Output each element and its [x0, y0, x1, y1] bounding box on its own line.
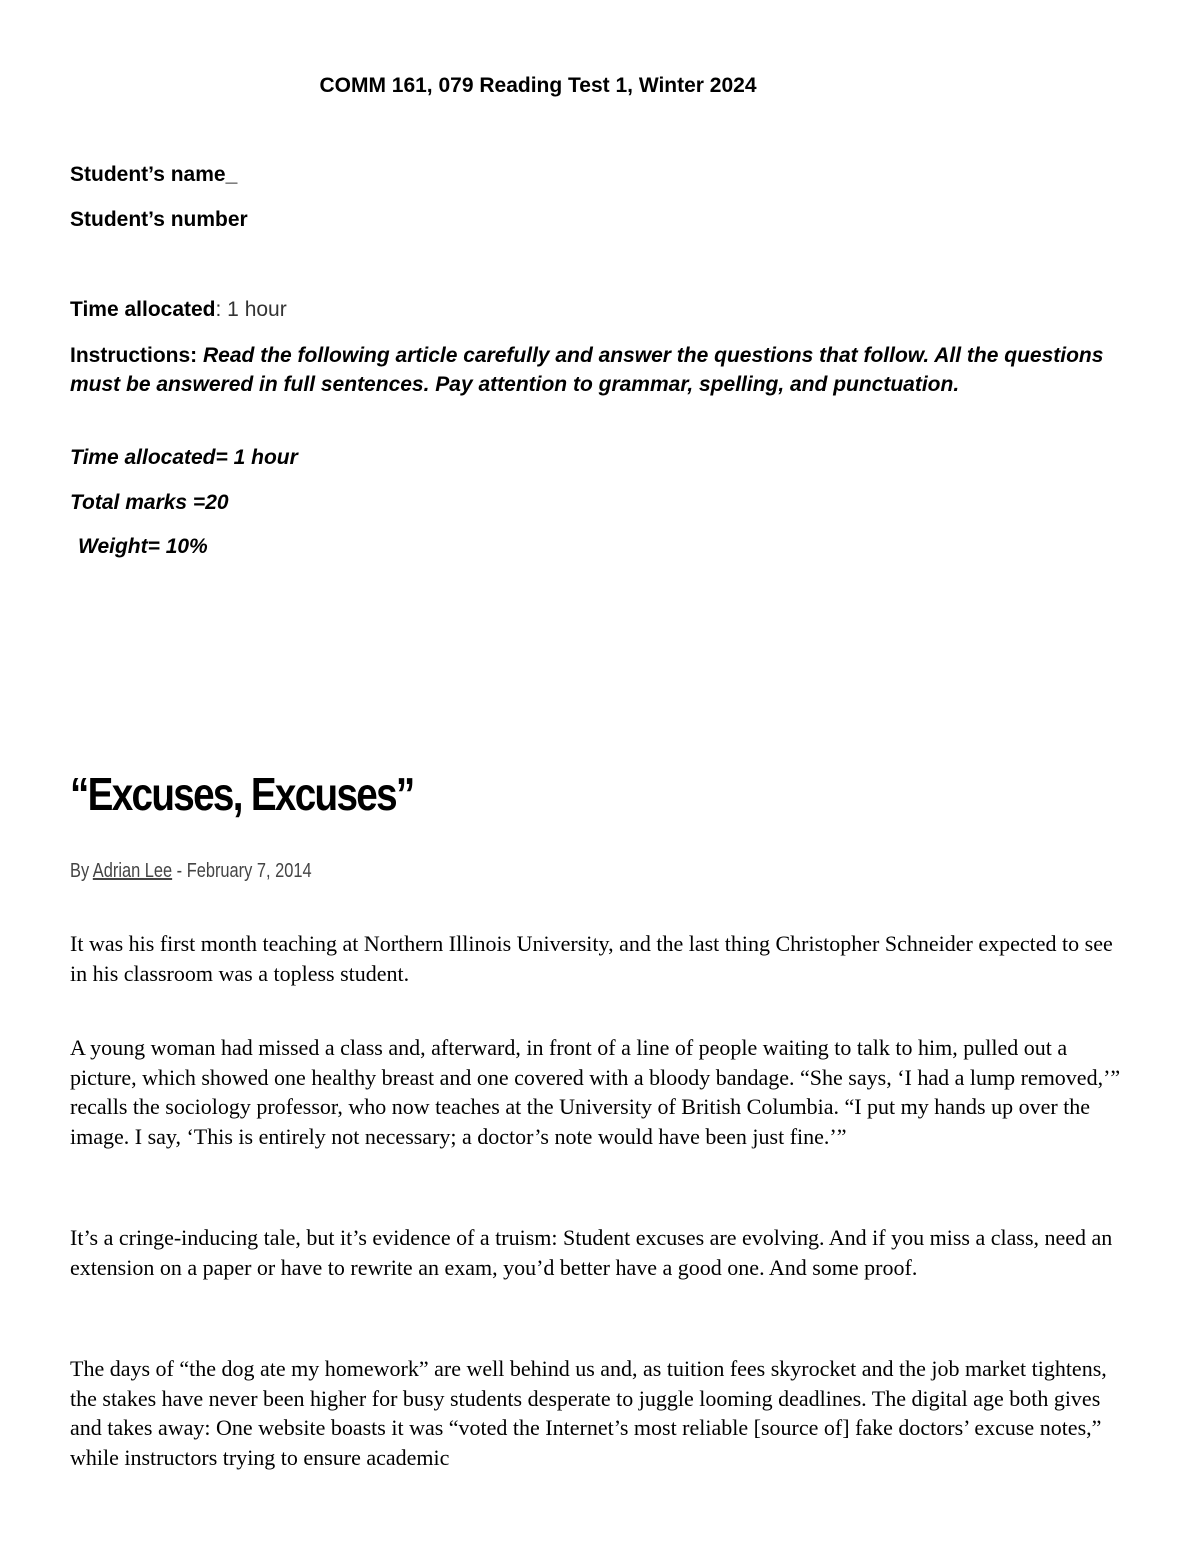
- instructions-text: Read the following article carefully and answer the questions that follow. All the questions must be answered in full sentences. Pay attention to grammar, spelling, and punctuation.: [70, 344, 1104, 396]
- byline-prefix: By: [70, 860, 93, 882]
- article-paragraph-2: A young woman had missed a class and, afterward, in front of a line of people waiting to talk to him, pulled out a picture, which showed one healthy breast and one covered with a bloody bandage. “She says, ‘I had a lump removed,’” recalls the sociology professor, who now teaches at the University of British Columbia. “I put my hands up over the image. I say, ‘This is entirely not necessary; a doctor’s note would have been just fine.’”: [70, 1035, 1121, 1149]
- article-paragraph-3: It’s a cringe-inducing tale, but it’s evidence of a truism: Student excuses are evolving. And if you miss a class, need an extension on a paper or have to rewrite an exam, you’d better have a good one. And some proof.: [70, 1225, 1113, 1280]
- article-date: February 7, 2014: [186, 860, 312, 882]
- time-allocated-note: Time allocated= 1 hour: [70, 446, 298, 469]
- author-link[interactable]: Adrian Lee: [92, 860, 173, 882]
- article-paragraph-4: The days of “the dog ate my homework” are well behind us and, as tuition fees skyrocket and the job market tightens, the stakes have never been higher for busy students desperate to juggle looming deadlines. The digital age both gives and takes away: One website boasts it was “voted the Internet’s most reliable [source of] fake doctors’ excuse notes,” while instructors trying to ensure academic: [70, 1356, 1107, 1470]
- total-marks: Total marks =20: [70, 491, 229, 514]
- instructions-label: Instructions:: [70, 344, 204, 367]
- instructions: [70, 341, 1130, 399]
- course-title: COMM 161, 079 Reading Test 1, Winter 2024: [319, 74, 757, 97]
- article-title: “Excuses, Excuses”: [70, 768, 414, 820]
- byline: [70, 858, 312, 884]
- student-name-label: Student’s name_: [70, 163, 238, 186]
- weight: Weight= 10%: [78, 535, 208, 558]
- time-allocated-line: [70, 296, 287, 324]
- student-number-label: Student’s number: [70, 208, 248, 231]
- byline-separator: -: [172, 860, 187, 882]
- article-paragraph-1: It was his first month teaching at Northern Illinois University, and the last thing Christopher Schneider expected to see in his classroom was a topless student.: [70, 931, 1113, 986]
- time-allocated-label: Time allocated: [70, 298, 216, 321]
- time-allocated-value: : 1 hour: [215, 298, 287, 321]
